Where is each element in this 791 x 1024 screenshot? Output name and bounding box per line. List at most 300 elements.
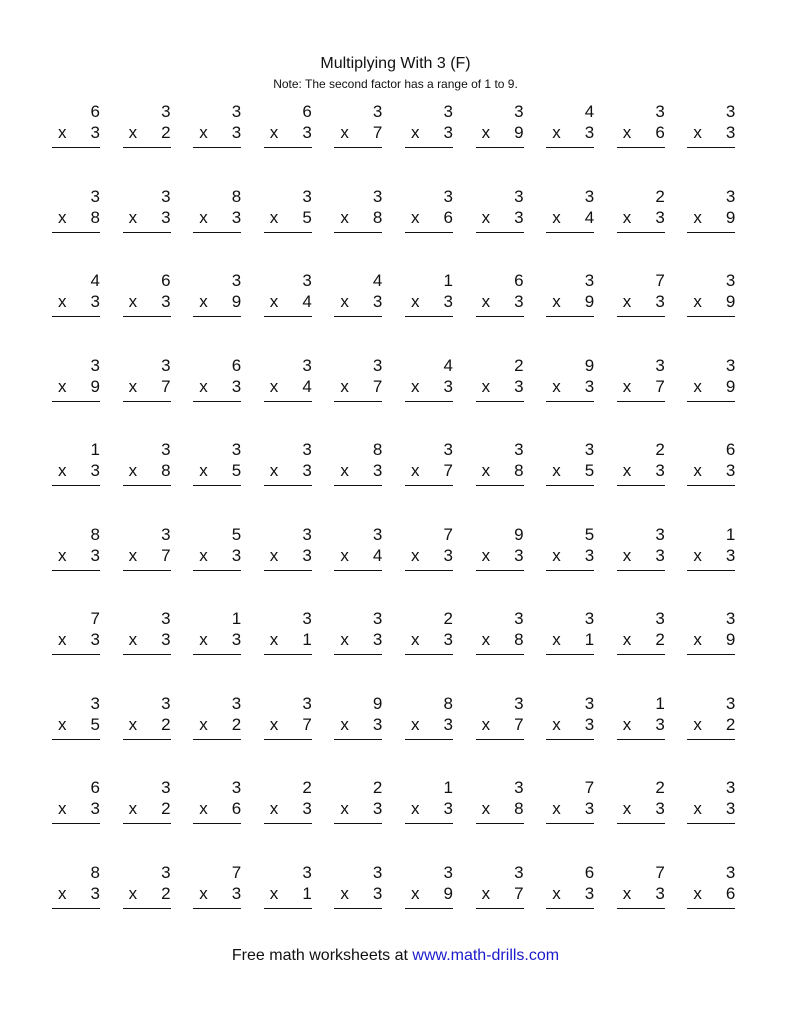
- multiply-sign: x: [199, 545, 208, 565]
- first-factor: 4: [584, 102, 595, 121]
- problem-6-5: [334, 525, 382, 575]
- problem-6-1: [52, 525, 100, 575]
- problem-6-2: [123, 525, 171, 575]
- answer-line: [476, 232, 524, 233]
- first-factor: 2: [655, 186, 665, 206]
- problem-9-5: [334, 778, 382, 828]
- problem-2-10: [687, 187, 735, 237]
- second-factor: 8: [372, 207, 383, 227]
- second-factor: 3: [584, 376, 595, 396]
- first-factor: 3: [514, 186, 524, 206]
- first-factor: 8: [372, 440, 383, 459]
- second-factor: 3: [443, 292, 453, 311]
- problem-3-8: [546, 271, 594, 321]
- multiply-sign: x: [481, 883, 491, 903]
- answer-line: [264, 739, 312, 740]
- multiply-sign: x: [622, 292, 632, 311]
- answer-line: [123, 232, 171, 233]
- second-factor: 3: [161, 207, 171, 227]
- first-factor: 6: [514, 271, 524, 290]
- problem-1-4: [264, 102, 312, 152]
- answer-line: [687, 570, 735, 571]
- answer-line: [123, 654, 171, 655]
- multiply-sign: x: [552, 207, 561, 227]
- problem-6-8: [546, 525, 594, 575]
- first-factor: 5: [231, 524, 242, 544]
- problem-1-6: [405, 102, 453, 152]
- answer-line: [546, 401, 594, 402]
- first-factor: 1: [443, 778, 453, 797]
- multiply-sign: x: [269, 123, 279, 142]
- first-factor: 3: [443, 102, 453, 121]
- first-factor: 3: [161, 524, 171, 544]
- first-factor: 3: [514, 440, 524, 459]
- second-factor: 9: [90, 376, 100, 396]
- answer-line: [687, 739, 735, 740]
- first-factor: 6: [90, 102, 100, 121]
- problem-2-8: [546, 187, 594, 237]
- multiply-sign: x: [552, 630, 561, 649]
- answer-line: [334, 570, 382, 571]
- problem-3-3: [193, 271, 241, 321]
- answer-line: [617, 485, 665, 486]
- problem-1-8: [546, 102, 594, 152]
- first-factor: 3: [161, 693, 171, 713]
- second-factor: 3: [655, 714, 665, 734]
- answer-line: [405, 654, 453, 655]
- answer-line: [405, 908, 453, 909]
- first-factor: 6: [302, 102, 312, 121]
- multiply-sign: x: [340, 630, 349, 649]
- first-factor: 3: [372, 862, 383, 882]
- second-factor: 8: [161, 461, 171, 480]
- multiply-sign: x: [693, 461, 702, 480]
- second-factor: 4: [372, 545, 383, 565]
- answer-line: [123, 485, 171, 486]
- first-factor: 3: [302, 524, 312, 544]
- first-factor: 3: [302, 862, 312, 882]
- second-factor: 3: [90, 461, 100, 480]
- multiply-sign: x: [199, 123, 208, 142]
- multiply-sign: x: [58, 207, 67, 227]
- multiply-sign: x: [552, 545, 561, 565]
- problem-6-10: [687, 525, 735, 575]
- second-factor: 6: [725, 883, 736, 903]
- multiply-sign: x: [340, 292, 349, 311]
- first-factor: 3: [302, 355, 312, 375]
- second-factor: 3: [161, 292, 171, 311]
- problem-1-7: [476, 102, 524, 152]
- answer-line: [193, 654, 241, 655]
- multiply-sign: x: [693, 630, 702, 649]
- second-factor: 3: [514, 292, 524, 311]
- problem-3-9: [617, 271, 665, 321]
- second-factor: 9: [725, 292, 736, 311]
- second-factor: 3: [443, 123, 453, 142]
- first-factor: 3: [655, 102, 665, 121]
- first-factor: 3: [725, 186, 736, 206]
- second-factor: 8: [90, 207, 100, 227]
- problem-10-3: [193, 863, 241, 913]
- second-factor: 3: [584, 545, 595, 565]
- second-factor: 9: [231, 292, 242, 311]
- first-factor: 8: [90, 524, 100, 544]
- second-factor: 3: [231, 630, 242, 649]
- first-factor: 8: [231, 186, 242, 206]
- first-factor: 3: [90, 693, 100, 713]
- answer-line: [546, 570, 594, 571]
- answer-line: [687, 401, 735, 402]
- second-factor: 3: [655, 292, 665, 311]
- second-factor: 3: [231, 376, 242, 396]
- multiply-sign: x: [58, 545, 67, 565]
- problem-8-4: [264, 694, 312, 744]
- answer-line: [476, 401, 524, 402]
- first-factor: 3: [514, 609, 524, 628]
- second-factor: 3: [231, 123, 242, 142]
- first-factor: 3: [90, 186, 100, 206]
- first-factor: 7: [655, 271, 665, 290]
- problem-4-1: [52, 356, 100, 406]
- answer-line: [476, 739, 524, 740]
- multiply-sign: x: [622, 376, 632, 396]
- first-factor: 3: [584, 271, 595, 290]
- answer-line: [334, 316, 382, 317]
- answer-line: [405, 147, 453, 148]
- second-factor: 3: [372, 461, 383, 480]
- problem-9-2: [123, 778, 171, 828]
- first-factor: 6: [231, 355, 242, 375]
- answer-line: [264, 401, 312, 402]
- answer-line: [617, 570, 665, 571]
- first-factor: 3: [584, 440, 595, 459]
- problem-5-8: [546, 440, 594, 490]
- answer-line: [687, 232, 735, 233]
- multiply-sign: x: [411, 461, 420, 480]
- problem-3-5: [334, 271, 382, 321]
- problem-7-8: [546, 609, 594, 659]
- answer-line: [546, 823, 594, 824]
- first-factor: 3: [725, 778, 736, 797]
- second-factor: 7: [302, 714, 312, 734]
- answer-line: [264, 316, 312, 317]
- second-factor: 2: [161, 123, 171, 142]
- multiply-sign: x: [411, 376, 420, 396]
- multiply-sign: x: [269, 714, 279, 734]
- multiply-sign: x: [481, 630, 491, 649]
- multiply-sign: x: [340, 461, 349, 480]
- second-factor: 3: [584, 883, 595, 903]
- answer-line: [193, 570, 241, 571]
- problem-8-6: [405, 694, 453, 744]
- answer-line: [405, 485, 453, 486]
- problem-3-4: [264, 271, 312, 321]
- answer-line: [476, 570, 524, 571]
- multiply-sign: x: [411, 292, 420, 311]
- footer-link[interactable]: www.math-drills.com: [412, 947, 560, 964]
- multiply-sign: x: [269, 461, 279, 480]
- answer-line: [334, 908, 382, 909]
- answer-line: [193, 147, 241, 148]
- answer-line: [193, 485, 241, 486]
- multiply-sign: x: [411, 123, 420, 142]
- first-factor: 3: [584, 693, 595, 713]
- answer-line: [405, 570, 453, 571]
- first-factor: 3: [584, 609, 595, 628]
- problem-1-1: [52, 102, 100, 152]
- multiply-sign: x: [340, 376, 349, 396]
- problem-5-1: [52, 440, 100, 490]
- first-factor: 3: [90, 355, 100, 375]
- answer-line: [123, 739, 171, 740]
- first-factor: 7: [443, 524, 453, 544]
- multiply-sign: x: [58, 714, 67, 734]
- answer-line: [546, 485, 594, 486]
- multiply-sign: x: [693, 799, 702, 818]
- multiply-sign: x: [411, 714, 420, 734]
- first-factor: 3: [372, 355, 383, 375]
- answer-line: [476, 654, 524, 655]
- problem-6-9: [617, 525, 665, 575]
- answer-line: [334, 654, 382, 655]
- problem-6-7: [476, 525, 524, 575]
- multiply-sign: x: [128, 376, 138, 396]
- problem-2-6: [405, 187, 453, 237]
- problem-1-5: [334, 102, 382, 152]
- second-factor: 2: [161, 799, 171, 818]
- problem-5-6: [405, 440, 453, 490]
- answer-line: [334, 147, 382, 148]
- answer-line: [123, 316, 171, 317]
- second-factor: 1: [584, 630, 595, 649]
- second-factor: 3: [90, 799, 100, 818]
- problem-7-2: [123, 609, 171, 659]
- problem-4-5: [334, 356, 382, 406]
- multiply-sign: x: [269, 207, 279, 227]
- multiply-sign: x: [622, 545, 632, 565]
- second-factor: 9: [514, 123, 524, 142]
- second-factor: 4: [302, 376, 312, 396]
- answer-line: [476, 823, 524, 824]
- first-factor: 4: [90, 271, 100, 290]
- second-factor: 3: [372, 630, 383, 649]
- problem-7-5: [334, 609, 382, 659]
- answer-line: [264, 654, 312, 655]
- first-factor: 3: [161, 609, 171, 628]
- problem-10-6: [405, 863, 453, 913]
- problem-5-2: [123, 440, 171, 490]
- second-factor: 1: [302, 630, 312, 649]
- first-factor: 6: [725, 440, 736, 459]
- answer-line: [687, 147, 735, 148]
- multiply-sign: x: [58, 123, 67, 142]
- first-factor: 6: [584, 862, 595, 882]
- multiply-sign: x: [481, 714, 491, 734]
- multiply-sign: x: [58, 292, 67, 311]
- answer-line: [123, 823, 171, 824]
- first-factor: 3: [725, 693, 736, 713]
- first-factor: 3: [514, 102, 524, 121]
- second-factor: 7: [514, 714, 524, 734]
- problem-5-3: [193, 440, 241, 490]
- first-factor: 3: [231, 778, 242, 797]
- answer-line: [52, 823, 100, 824]
- answer-line: [264, 485, 312, 486]
- problem-2-1: [52, 187, 100, 237]
- multiply-sign: x: [411, 883, 420, 903]
- second-factor: 3: [372, 292, 383, 311]
- problem-3-1: [52, 271, 100, 321]
- problem-8-5: [334, 694, 382, 744]
- first-factor: 2: [302, 778, 312, 797]
- second-factor: 9: [443, 883, 453, 903]
- second-factor: 8: [514, 799, 524, 818]
- second-factor: 3: [514, 207, 524, 227]
- second-factor: 7: [161, 545, 171, 565]
- problem-1-3: [193, 102, 241, 152]
- first-factor: 4: [372, 271, 383, 290]
- problem-2-2: [123, 187, 171, 237]
- multiply-sign: x: [411, 207, 420, 227]
- first-factor: 3: [302, 440, 312, 459]
- answer-line: [546, 232, 594, 233]
- multiply-sign: x: [693, 292, 702, 311]
- multiply-sign: x: [128, 207, 138, 227]
- answer-line: [52, 485, 100, 486]
- first-factor: 3: [725, 862, 736, 882]
- answer-line: [123, 908, 171, 909]
- answer-line: [687, 823, 735, 824]
- second-factor: 3: [443, 545, 453, 565]
- first-factor: 3: [655, 355, 665, 375]
- first-factor: 3: [725, 102, 736, 121]
- problem-10-10: [687, 863, 735, 913]
- multiply-sign: x: [58, 461, 67, 480]
- first-factor: 2: [443, 609, 453, 628]
- answer-line: [405, 739, 453, 740]
- problem-9-6: [405, 778, 453, 828]
- problem-7-3: [193, 609, 241, 659]
- multiply-sign: x: [199, 883, 208, 903]
- problem-10-5: [334, 863, 382, 913]
- multiply-sign: x: [340, 123, 349, 142]
- problem-2-4: [264, 187, 312, 237]
- problem-6-6: [405, 525, 453, 575]
- answer-line: [617, 739, 665, 740]
- answer-line: [405, 316, 453, 317]
- multiply-sign: x: [128, 461, 138, 480]
- multiply-sign: x: [693, 376, 702, 396]
- problem-9-1: [52, 778, 100, 828]
- problem-8-8: [546, 694, 594, 744]
- second-factor: 3: [584, 714, 595, 734]
- first-factor: 6: [90, 778, 100, 797]
- first-factor: 3: [443, 186, 453, 206]
- problem-4-8: [546, 356, 594, 406]
- answer-line: [52, 654, 100, 655]
- answer-line: [617, 316, 665, 317]
- second-factor: 7: [443, 461, 453, 480]
- first-factor: 7: [584, 778, 595, 797]
- second-factor: 3: [372, 883, 383, 903]
- answer-line: [617, 823, 665, 824]
- first-factor: 1: [655, 693, 665, 713]
- answer-line: [334, 739, 382, 740]
- first-factor: 3: [372, 609, 383, 628]
- problem-4-2: [123, 356, 171, 406]
- problem-2-9: [617, 187, 665, 237]
- multiply-sign: x: [552, 461, 561, 480]
- answer-line: [405, 401, 453, 402]
- second-factor: 5: [90, 714, 100, 734]
- second-factor: 3: [725, 123, 736, 142]
- answer-line: [546, 739, 594, 740]
- first-factor: 3: [655, 609, 665, 628]
- first-factor: 3: [514, 862, 524, 882]
- multiply-sign: x: [269, 630, 279, 649]
- first-factor: 7: [655, 862, 665, 882]
- second-factor: 4: [584, 207, 595, 227]
- problem-4-9: [617, 356, 665, 406]
- problem-5-9: [617, 440, 665, 490]
- problem-8-1: [52, 694, 100, 744]
- second-factor: 3: [90, 883, 100, 903]
- multiply-sign: x: [693, 714, 702, 734]
- multiply-sign: x: [199, 799, 208, 818]
- second-factor: 3: [231, 883, 242, 903]
- first-factor: 3: [443, 440, 453, 459]
- first-factor: 1: [231, 609, 242, 628]
- second-factor: 3: [302, 461, 312, 480]
- second-factor: 5: [584, 461, 595, 480]
- second-factor: 3: [90, 123, 100, 142]
- multiply-sign: x: [622, 714, 632, 734]
- problem-4-7: [476, 356, 524, 406]
- problem-4-6: [405, 356, 453, 406]
- answer-line: [264, 570, 312, 571]
- multiply-sign: x: [128, 292, 138, 311]
- second-factor: 7: [655, 376, 665, 396]
- first-factor: 3: [514, 693, 524, 713]
- first-factor: 3: [514, 778, 524, 797]
- second-factor: 3: [725, 799, 736, 818]
- multiply-sign: x: [340, 207, 349, 227]
- multiply-sign: x: [269, 883, 279, 903]
- second-factor: 7: [372, 123, 383, 142]
- problem-4-4: [264, 356, 312, 406]
- second-factor: 3: [584, 123, 595, 142]
- problem-10-9: [617, 863, 665, 913]
- answer-line: [617, 908, 665, 909]
- multiply-sign: x: [128, 799, 138, 818]
- second-factor: 8: [514, 630, 524, 649]
- multiply-sign: x: [411, 799, 420, 818]
- second-factor: 3: [514, 376, 524, 396]
- second-factor: 7: [514, 883, 524, 903]
- second-factor: 9: [725, 207, 736, 227]
- problem-4-3: [193, 356, 241, 406]
- first-factor: 3: [443, 862, 453, 882]
- second-factor: 3: [161, 630, 171, 649]
- problem-1-9: [617, 102, 665, 152]
- multiply-sign: x: [552, 883, 561, 903]
- first-factor: 3: [302, 609, 312, 628]
- second-factor: 2: [725, 714, 736, 734]
- second-factor: 3: [584, 799, 595, 818]
- second-factor: 3: [372, 714, 383, 734]
- answer-line: [546, 908, 594, 909]
- answer-line: [334, 485, 382, 486]
